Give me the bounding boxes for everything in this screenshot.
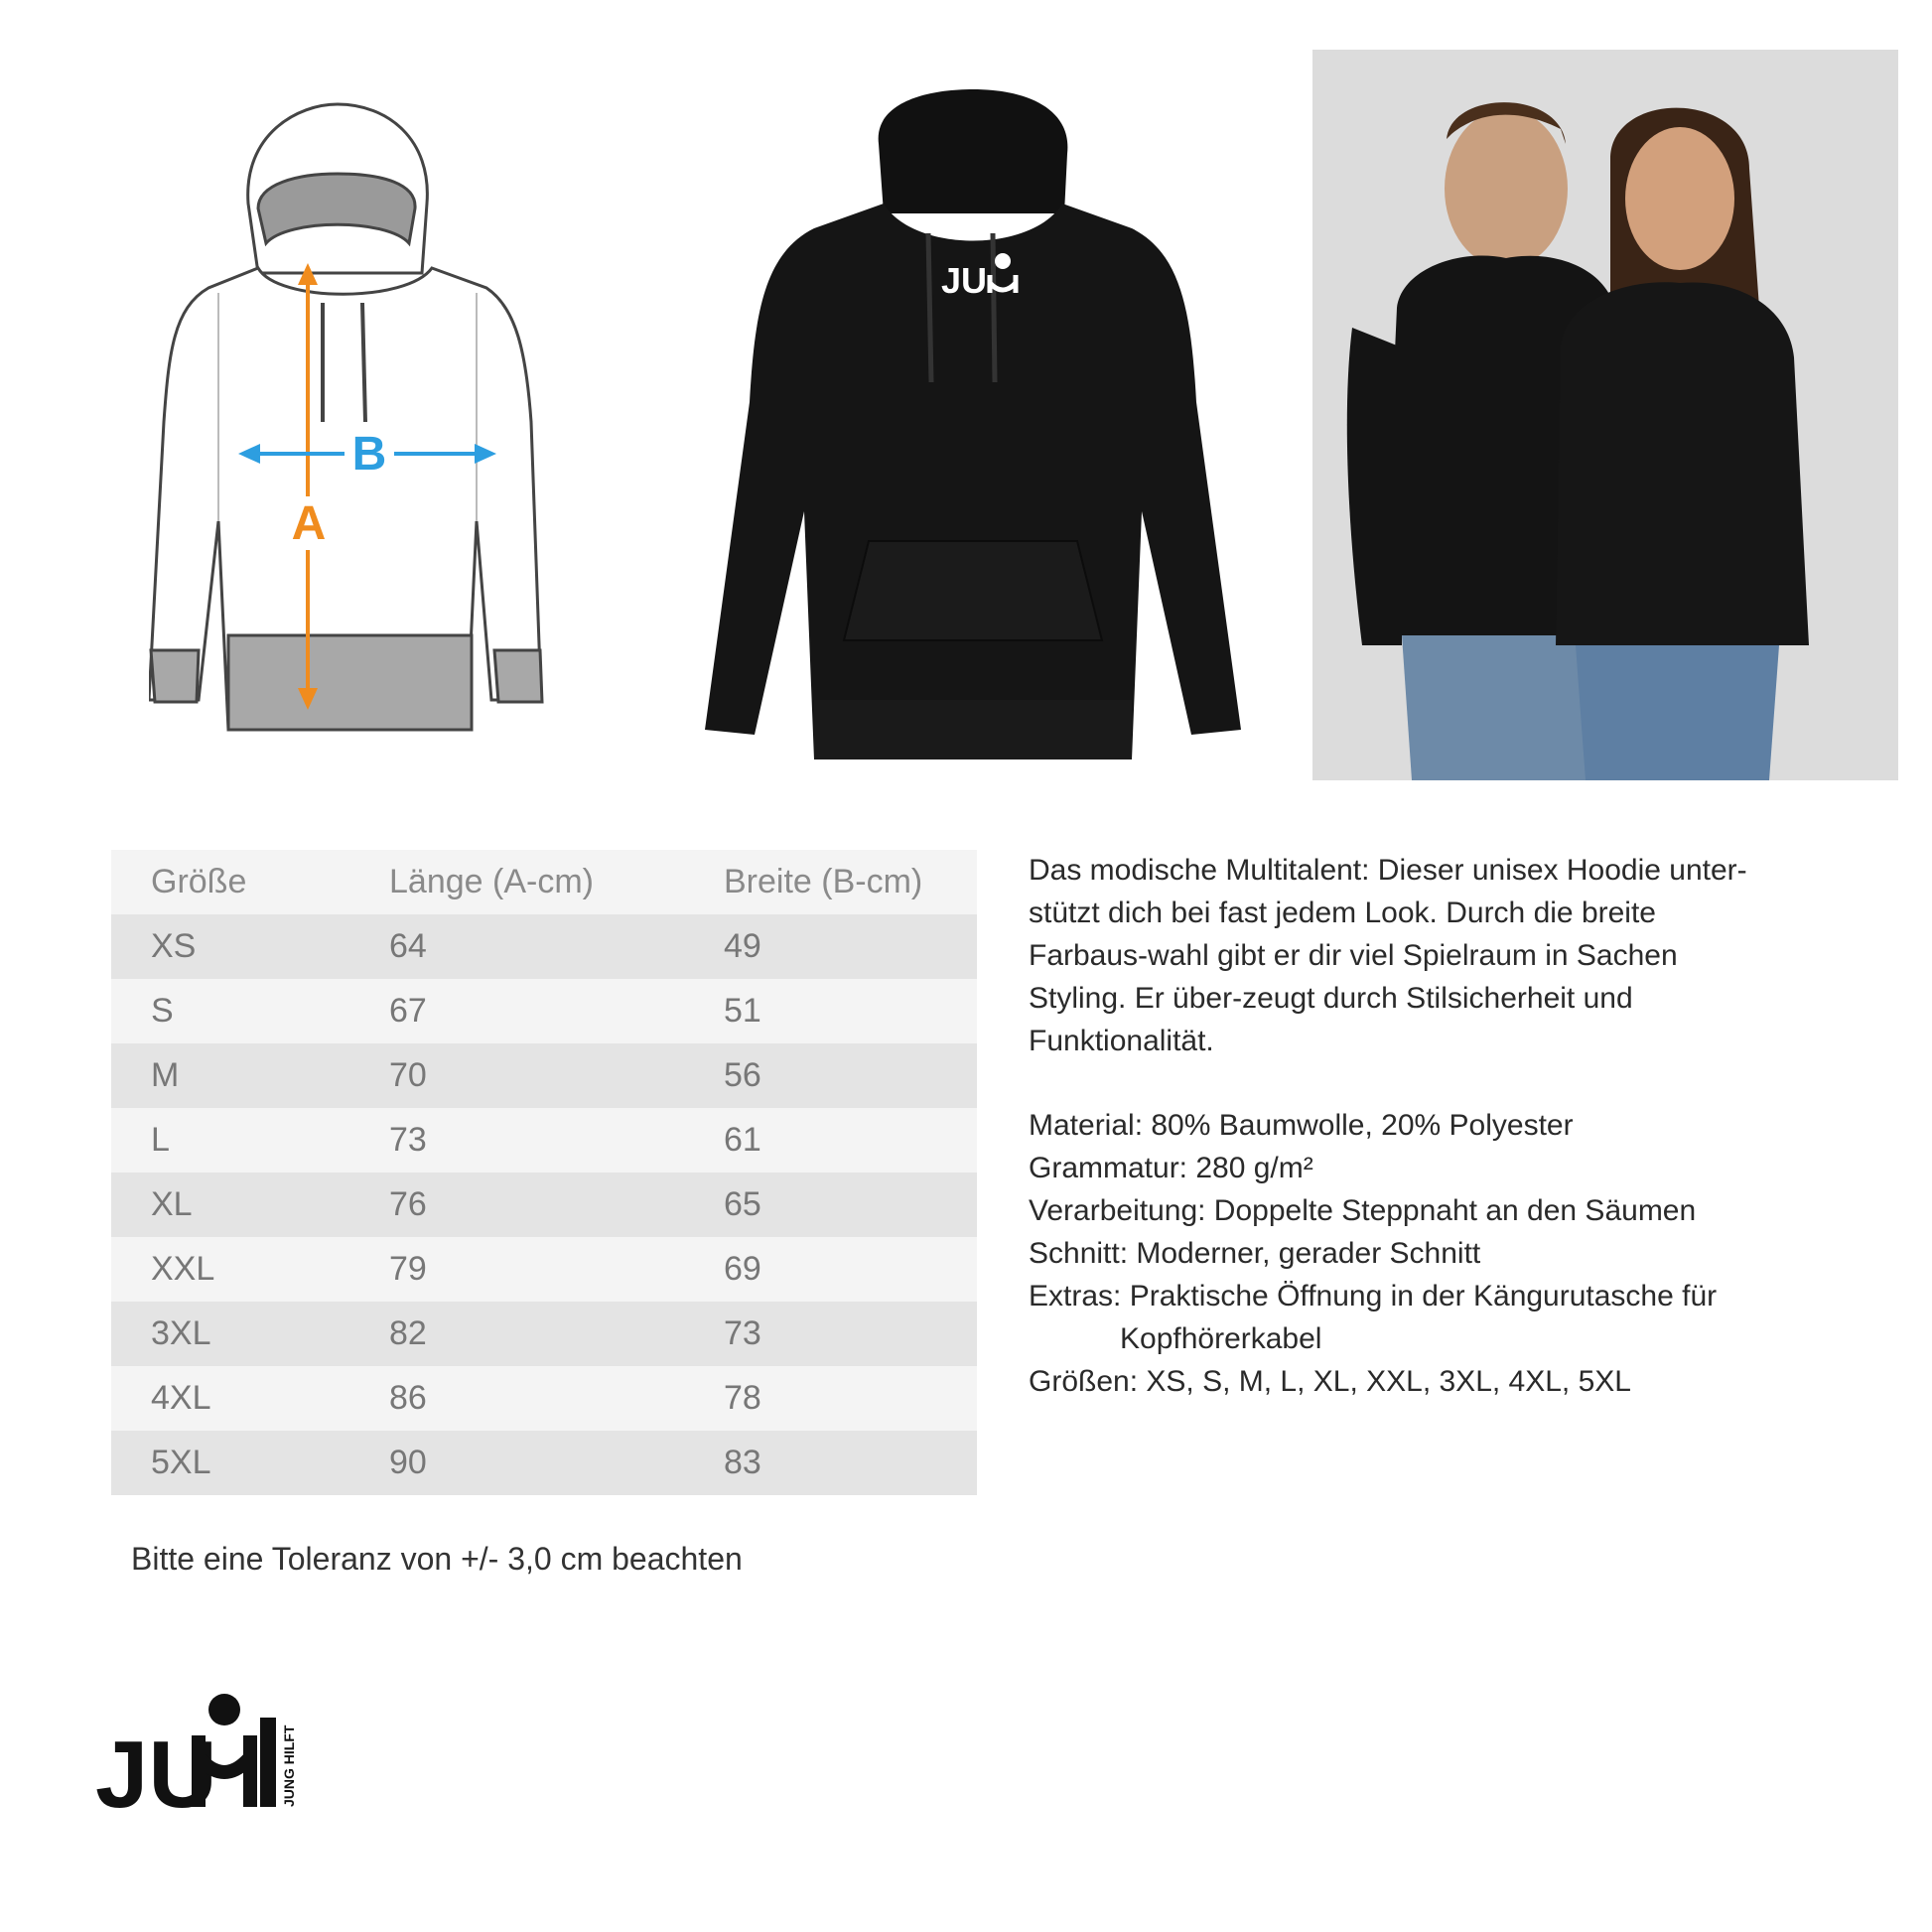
table-row <box>111 1173 977 1237</box>
size-cell: XS <box>151 927 197 965</box>
spec-verarbeitung: Verarbeitung: Doppelte Steppnaht an den Säumen <box>1029 1194 1697 1227</box>
width-cell: 56 <box>724 1056 761 1094</box>
table-row <box>111 1108 977 1173</box>
table-row <box>111 1237 977 1302</box>
width-cell: 69 <box>724 1250 761 1288</box>
size-cell: XL <box>151 1185 193 1223</box>
header-length: Länge (A-cm) <box>389 863 594 900</box>
spec-extras: Extras: Praktische Öffnung in der Kängurutasche für <box>1029 1280 1718 1312</box>
size-cell: L <box>151 1121 170 1159</box>
table-row <box>111 1431 977 1495</box>
width-cell: 49 <box>724 927 761 965</box>
description-intro: Das modische Multitalent: Dieser unisex Hoodie unter-stützt dich bei fast jedem Look. Durch die breite Farbaus-wahl gibt er dir viel Spielraum in Sachen Styling. Er über-zeugt durch Stilsicherheit und Funktionalität. <box>1029 854 1747 1057</box>
table-row <box>111 1302 977 1366</box>
width-cell: 51 <box>724 992 761 1030</box>
width-cell: 83 <box>724 1444 761 1481</box>
length-cell: 79 <box>389 1250 427 1288</box>
table-row <box>111 1043 977 1108</box>
header-size: Größe <box>151 863 247 900</box>
size-cell: 5XL <box>151 1444 211 1481</box>
length-cell: 86 <box>389 1379 427 1417</box>
spec-grammatur: Grammatur: 280 g/m² <box>1029 1152 1313 1184</box>
brand-logo <box>95 1688 304 1827</box>
tolerance-note: Bitte eine Toleranz von +/- 3,0 cm beachten <box>131 1541 743 1577</box>
b-label: B <box>351 428 387 481</box>
length-cell: 76 <box>389 1185 427 1223</box>
width-cell: 73 <box>724 1314 761 1352</box>
size-cell: 3XL <box>151 1314 211 1352</box>
width-cell: 61 <box>724 1121 761 1159</box>
length-cell: 70 <box>389 1056 427 1094</box>
a-label: A <box>291 497 327 550</box>
length-cell: 64 <box>389 927 427 965</box>
product-description <box>1029 849 1783 1403</box>
spec-groessen: Größen: XS, S, M, L, XL, XXL, 3XL, 4XL, 5XL <box>1029 1365 1631 1398</box>
spec-schnitt: Schnitt: Moderner, gerader Schnitt <box>1029 1237 1481 1270</box>
size-cell: 4XL <box>151 1379 211 1417</box>
hoodie-size-sketch <box>149 94 586 750</box>
length-cell: 90 <box>389 1444 427 1481</box>
model-photo <box>1312 50 1898 780</box>
length-cell: 82 <box>389 1314 427 1352</box>
size-cell: S <box>151 992 174 1030</box>
logo-text: JU <box>95 1722 217 1827</box>
size-cell: XXL <box>151 1250 215 1288</box>
table-header-row <box>111 850 977 914</box>
width-cell: 78 <box>724 1379 761 1417</box>
width-cell: 65 <box>724 1185 761 1223</box>
spec-material: Material: 80% Baumwolle, 20% Polyester <box>1029 1109 1574 1142</box>
size-table <box>111 850 977 1495</box>
table-row <box>111 1366 977 1431</box>
length-cell: 67 <box>389 992 427 1030</box>
product-image-black-hoodie <box>695 84 1251 769</box>
chest-logo: JU <box>941 260 988 301</box>
spec-extras-continued: Kopfhörerkabel <box>1120 1322 1322 1355</box>
header-width: Breite (B-cm) <box>724 863 923 900</box>
logo-subtext: JUNG HILFT <box>281 1725 297 1807</box>
size-cell: M <box>151 1056 180 1094</box>
length-cell: 73 <box>389 1121 427 1159</box>
table-row <box>111 914 977 979</box>
table-row <box>111 979 977 1043</box>
